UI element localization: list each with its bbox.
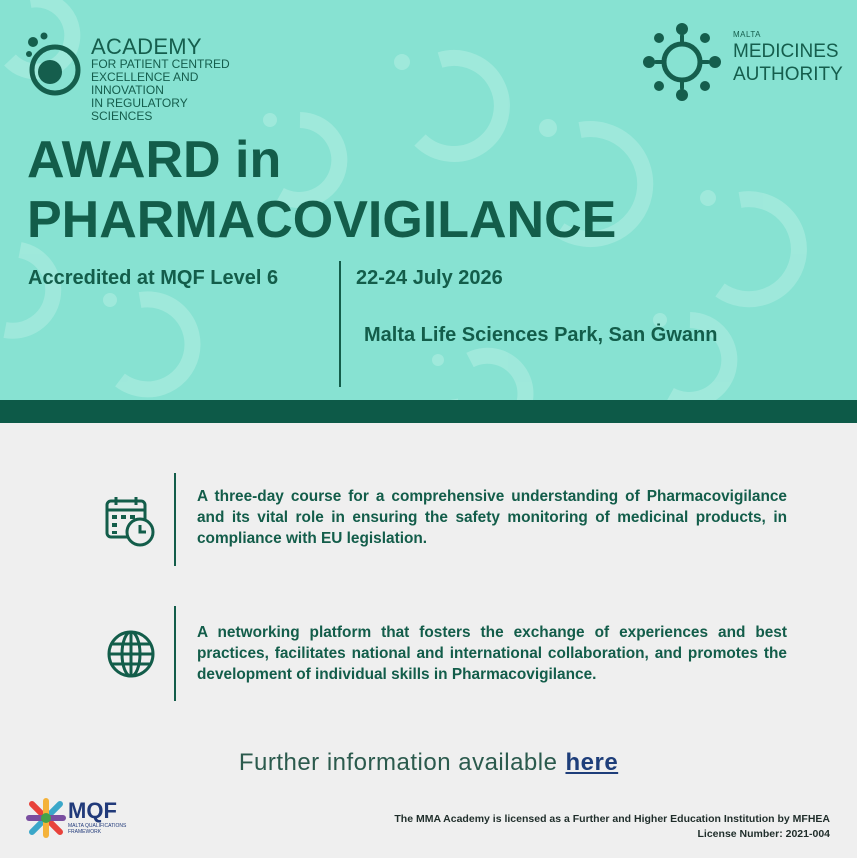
title-line: AWARD in xyxy=(27,131,282,189)
divider-band xyxy=(0,400,857,423)
mqf-name: MQF xyxy=(68,798,117,823)
academy-tagline-line: IN REGULATORY SCIENCES xyxy=(91,96,188,123)
event-date: 22-24 July 2026 xyxy=(356,267,503,289)
academy-tagline-line: FOR PATIENT CENTRED xyxy=(91,57,230,71)
license-number: License Number: 2021-004 xyxy=(697,828,830,840)
authority-name-line: MEDICINES xyxy=(733,41,839,62)
further-information xyxy=(0,749,857,777)
authority-name-line: AUTHORITY xyxy=(733,64,843,85)
authority-name xyxy=(733,40,843,86)
academy-logo xyxy=(24,30,86,100)
page-title xyxy=(27,130,616,250)
calendar-clock-icon xyxy=(104,494,158,548)
medicines-authority-logo xyxy=(641,20,723,104)
academy-tagline xyxy=(91,58,251,123)
feature-text-course: A three-day course for a comprehensive understanding of Pharmacovigilance and its vital role in ensuring the safety monitoring of medicinal products, in compliance with EU legislation. xyxy=(197,488,787,547)
further-info-text: Further information available xyxy=(238,749,558,776)
mqf-logo xyxy=(26,798,66,838)
title-line: PHARMACOVIGILANCE xyxy=(27,191,617,249)
license-notice xyxy=(394,812,830,842)
academy-tagline-line: EXCELLENCE AND INNOVATION xyxy=(91,70,199,97)
feature-divider xyxy=(174,473,176,566)
feature-text-networking: A networking platform that fosters the exchange of experiences and best practices, facilitates national and international collaboration, and promotes the development of individual skills in Pharmacovigilance. xyxy=(197,624,787,683)
feature-divider xyxy=(174,606,176,701)
academy-name: ACADEMY xyxy=(91,34,202,59)
event-venue: Malta Life Sciences Park, San Ġwann xyxy=(364,324,718,346)
authority-country: MALTA xyxy=(733,30,761,39)
hero-banner xyxy=(0,0,857,400)
vertical-divider xyxy=(339,261,341,387)
mqf-subtitle: MALTA QUALIFICATIONS FRAMEWORK xyxy=(68,823,127,835)
globe-icon xyxy=(104,627,158,681)
license-line: The MMA Academy is licensed as a Further and Higher Education Institution by MFHEA xyxy=(394,813,830,825)
here-link[interactable]: here xyxy=(565,749,619,776)
accreditation-text: Accredited at MQF Level 6 xyxy=(28,267,279,289)
